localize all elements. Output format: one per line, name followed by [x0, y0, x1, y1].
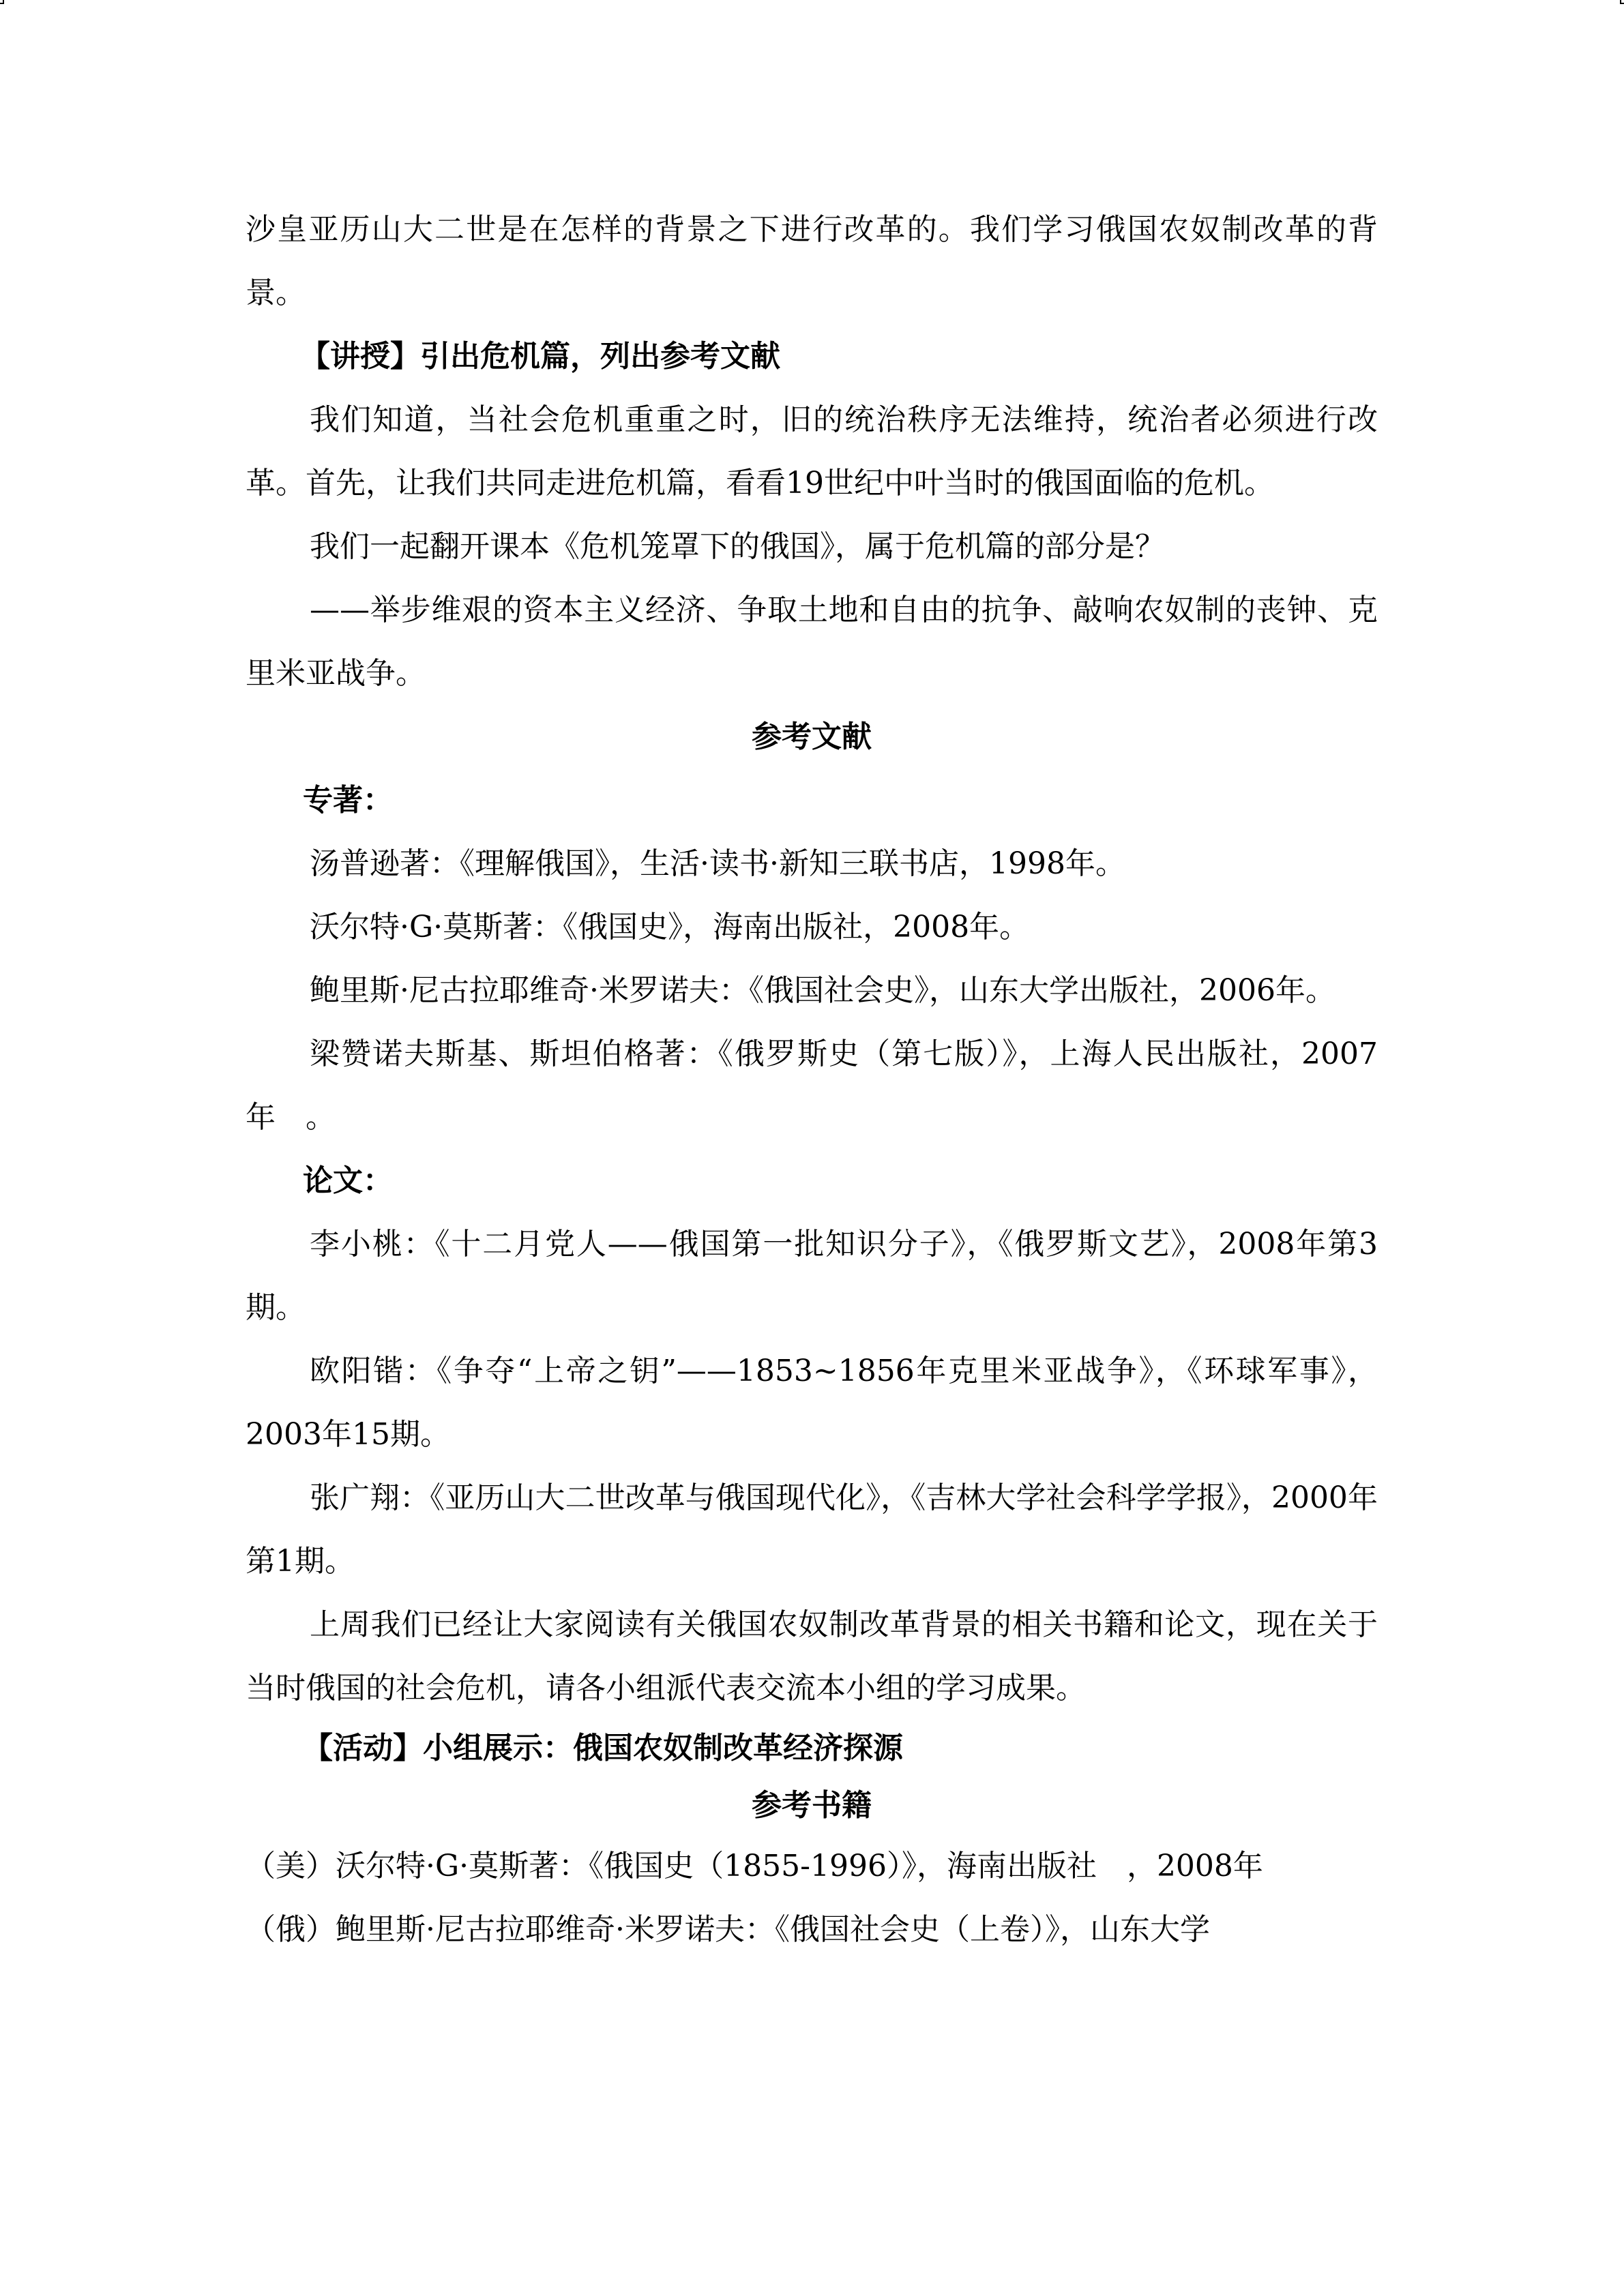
- document-body: [246, 198, 1378, 1961]
- paper-item: 欧阳锴：《争夺“上帝之钥”——1853~1856年克里米亚战争》，《环球军事》，2003年15期。: [246, 1354, 1378, 1452]
- activity-heading-tag: 【活动】: [303, 1731, 423, 1765]
- paper-item: 张广翔：《亚历山大二世改革与俄国现代化》，《吉林大学社会科学学报》，2000年第1期。: [246, 1480, 1378, 1579]
- monograph-item: 汤普逊著：《理解俄国》，生活·读书·新知三联书店，1998年。: [310, 846, 1125, 881]
- books-title: 参考书籍: [752, 1788, 872, 1823]
- paragraph-textbook: 我们一起翻开课本《危机笼罩下的俄国》，属于危机篇的部分是？: [310, 529, 1165, 564]
- crop-mark-top-left: [0, 0, 4, 4]
- activity-heading: [246, 1720, 1378, 1777]
- intro-paragraph: 沙皇亚历山大二世是在怎样的背景之下进行改革的。我们学习俄国农奴制改革的背景。: [246, 212, 1378, 310]
- monographs-label: 专著：: [303, 783, 393, 818]
- paper-item: 李小桃：《十二月党人——俄国第一批知识分子》，《俄罗斯文艺》，2008年第3期。: [246, 1227, 1378, 1325]
- lecture-heading: 【讲授】引出危机篇，列出参考文献: [300, 339, 780, 374]
- book-item: （俄）鲍里斯·尼古拉耶维奇·米罗诺夫：《俄国社会史（上卷）》，山东大学: [246, 1912, 1210, 1947]
- paragraph-group-share: 上周我们已经让大家阅读有关俄国农奴制改革背景的相关书籍和论文，现在关于当时俄国的社会危机，请各小组派代表交流本小组的学习成果。: [246, 1607, 1378, 1705]
- activity-heading-text: 小组展示：俄国农奴制改革经济探源: [423, 1731, 903, 1765]
- monograph-item: 沃尔特·G·莫斯著：《俄国史》，海南出版社，2008年。: [310, 910, 1030, 944]
- crop-mark-top-right: [1620, 0, 1624, 4]
- monograph-item: 梁赞诺夫斯基、斯坦伯格著：《俄罗斯史（第七版）》，上海人民出版社，2007年 。: [246, 1037, 1378, 1135]
- paragraph-crisis-intro: 我们知道，当社会危机重重之时，旧的统治秩序无法维持，统治者必须进行改革。首先，让我们共同走进危机篇，看看19世纪中叶当时的俄国面临的危机。: [246, 402, 1378, 501]
- papers-label: 论文：: [303, 1163, 393, 1198]
- paragraph-crisis-parts: ——举步维艰的资本主义经济、争取土地和自由的抗争、敲响农奴制的丧钟、克里米亚战争。: [246, 593, 1378, 691]
- monograph-item: 鲍里斯·尼古拉耶维奇·米罗诺夫：《俄国社会史》，山东大学出版社，2006年。: [310, 973, 1335, 1008]
- book-item: （美）沃尔特·G·莫斯著：《俄国史（1855-1996）》，海南出版社 ，2008年: [246, 1849, 1263, 1883]
- references-title: 参考文献: [752, 719, 872, 754]
